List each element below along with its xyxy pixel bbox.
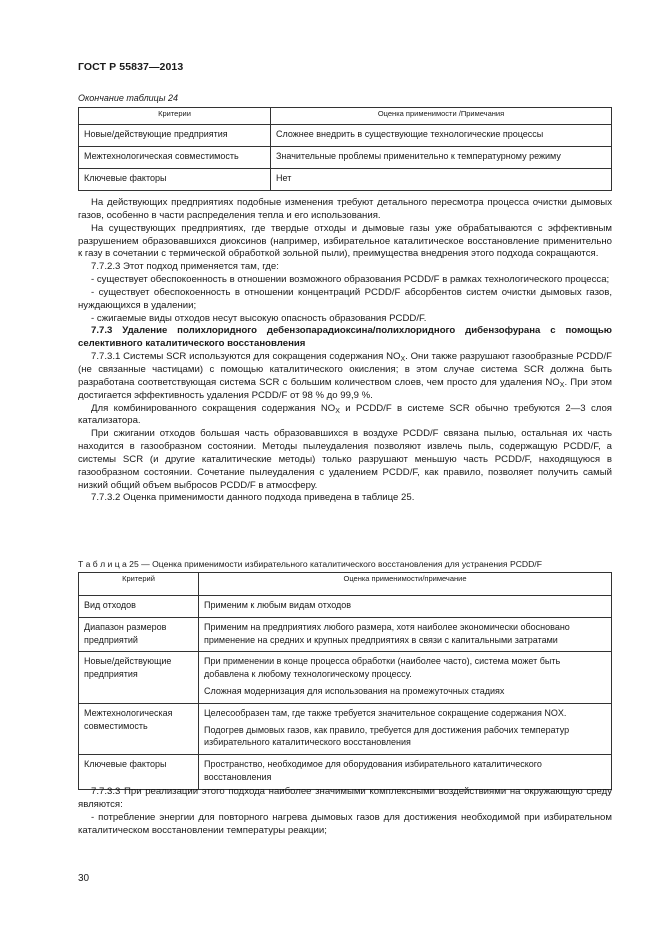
list-item: - потребление энергии для повторного нагрева дымовых газов для достижения необходимой при избирательном каталитическом восстановлении температуры реакции; [78,811,612,836]
note-cell [199,755,612,790]
note-text: Целесообразен там, где также требуется значительное сокращение содержания NOX. [204,707,567,718]
body-text-block [78,197,612,505]
text-run: . При этом достигается эффективность удаления PCDD/F от 98 % до 99,9 %. [78,376,612,401]
note-cell: Нет [271,169,612,191]
paragraph: При сжигании отходов большая часть образовавшихся в воздухе PCDD/F связана пылью, остальная их часть находится в газообразном состоянии. Методы пылеудаления позволяют извлечь пыль, содержащую PCDD/F, а системы SCR (и другие каталитические методы) только разрушают меньшую часть PCDD/F, находящуюся в газообразном состоянии. Сочетание пылеудаления с удалением PCDD/F, как правило, позволяет получить самый низкий общий объем выбросов PCDD/F в атмосферу. [78,428,612,491]
section-heading: 7.7.3 Удаление полихлоридного дебензопарадиоксина/полихлоридного дибензофурана с помощью селективного каталитического восстановления [78,325,612,350]
note-cell [199,617,612,652]
table-row [79,617,612,652]
list-item: - сжигаемые виды отходов несут высокую опасность образования PCDD/F. [91,312,427,324]
note-cell [199,596,612,618]
table-row [79,652,612,703]
paragraph: На действующих предприятиях подобные изменения требуют детального пересмотра процесса очистки дымовых газов, особенно в части распределения тепла и его использования. [78,197,612,221]
note-text: Сложная модернизация для использования на промежуточных стадиях [204,685,505,696]
column-header: Оценка применимости/примечание [199,573,612,596]
subscript: X [400,356,406,364]
subscript: X [559,381,565,389]
column-header: Критерии [79,108,271,125]
column-header: Критерий [79,573,199,596]
note-cell [199,703,612,754]
table25-caption: Т а б л и ц а 25 — Оценка применимости избирательного каталитического восстановления для устранения PCDD/F [78,559,542,569]
table-row [79,596,612,618]
body-text-block [78,786,612,837]
paragraph: 7.7.3.2 Оценка применимости данного подхода приведена в таблице 25. [91,492,415,504]
paragraph [78,351,612,402]
table-row [79,147,612,169]
document-header: ГОСТ Р 55837—2013 [78,61,184,73]
text-run: Для комбинированного сокращения содержания NO [91,402,336,414]
note-text: Применим к любым видам отходов [204,600,352,610]
table-header-row [79,108,612,125]
note-cell: Сложнее внедрить в существующие технологические процессы [271,125,612,147]
criterion-cell: Вид отходов [79,596,199,618]
text-run: 7.7.3.1 Системы SCR используются для сокращения содержания NO [91,351,401,363]
note-text: Подогрев дымовых газов, как правило, требуется для достижения рабочих температур избирательного каталитического восстановления [204,724,570,748]
column-header: Оценка применимости /Примечания [271,108,612,125]
criterion-cell: Ключевые факторы [79,169,271,191]
subscript: X [335,407,340,415]
criterion-cell: Диапазон размеров предприятий [79,617,199,652]
note-text: Пространство, необходимое для оборудования избирательного каталитического восстановления [204,759,542,782]
list-item: - существует обеспокоенность в отношении концентраций PCDD/F абсорбентов систем очистки дымовых газов, нуждающихся в удалении; [78,286,612,311]
table-row [79,755,612,790]
note-text: При применении в конце процесса обработки (наиболее часто), система может быть добавлена к любому технологическому процессу. [204,656,561,680]
paragraph: 7.7.2.3 Этот подход применяется там, где: [91,261,279,273]
table24-caption: Окончание таблицы 24 [78,93,178,103]
note-cell: Значительные проблемы применительно к температурному режиму [271,147,612,169]
paragraph: 7.7.3.3 При реализации этого подхода наиболее значимыми комплексными воздействиями на окружающую среду являются: [78,786,612,810]
text-run: и PCDD/F в системе SCR обычно требуются 2—3 слоя катализатора. [78,402,612,427]
table-row [79,169,612,191]
table-header-row [79,573,612,596]
table-25 [78,572,612,790]
list-item: - существует обеспокоенность в отношении возможного образования PCDD/F в рамках технологического процесса; [91,274,610,286]
table-row [79,703,612,754]
paragraph: На существующих предприятиях, где твердые отходы и дымовые газы уже обрабатываются с эффективным разрушением образовавшихся диоксинов (например, избирательное каталитическое восстановление применительно к газу в сочетании с термической обработкой зольной пыли), преимущества внедрения этого подхода сокращаются. [78,222,612,260]
criterion-cell: Межтехнологическая совместимость [79,147,271,169]
criterion-cell: Ключевые факторы [79,755,199,790]
note-text: Применим на предприятиях любого размера, хотя наиболее экономически обосновано применение на средних и крупных предприятиях в связи с капитальными затратами [204,621,570,645]
table-row [79,125,612,147]
page-number: 30 [78,873,90,884]
table-24 [78,107,612,191]
note-cell [199,652,612,703]
criterion-cell: Новые/действующие предприятия [79,652,199,703]
paragraph [78,403,612,429]
criterion-cell: Новые/действующие предприятия [79,125,271,147]
criterion-cell: Межтехнологическая совместимость [79,703,199,754]
text-run: . Они также разрушают газообразные PCDD/F (не связанные частицами) с помощью каталитического окисления; в этом случае система SCR должна быть разработана соответствующая система SCR с большим количеством слоев, чем просто для удаления NO [78,351,612,388]
